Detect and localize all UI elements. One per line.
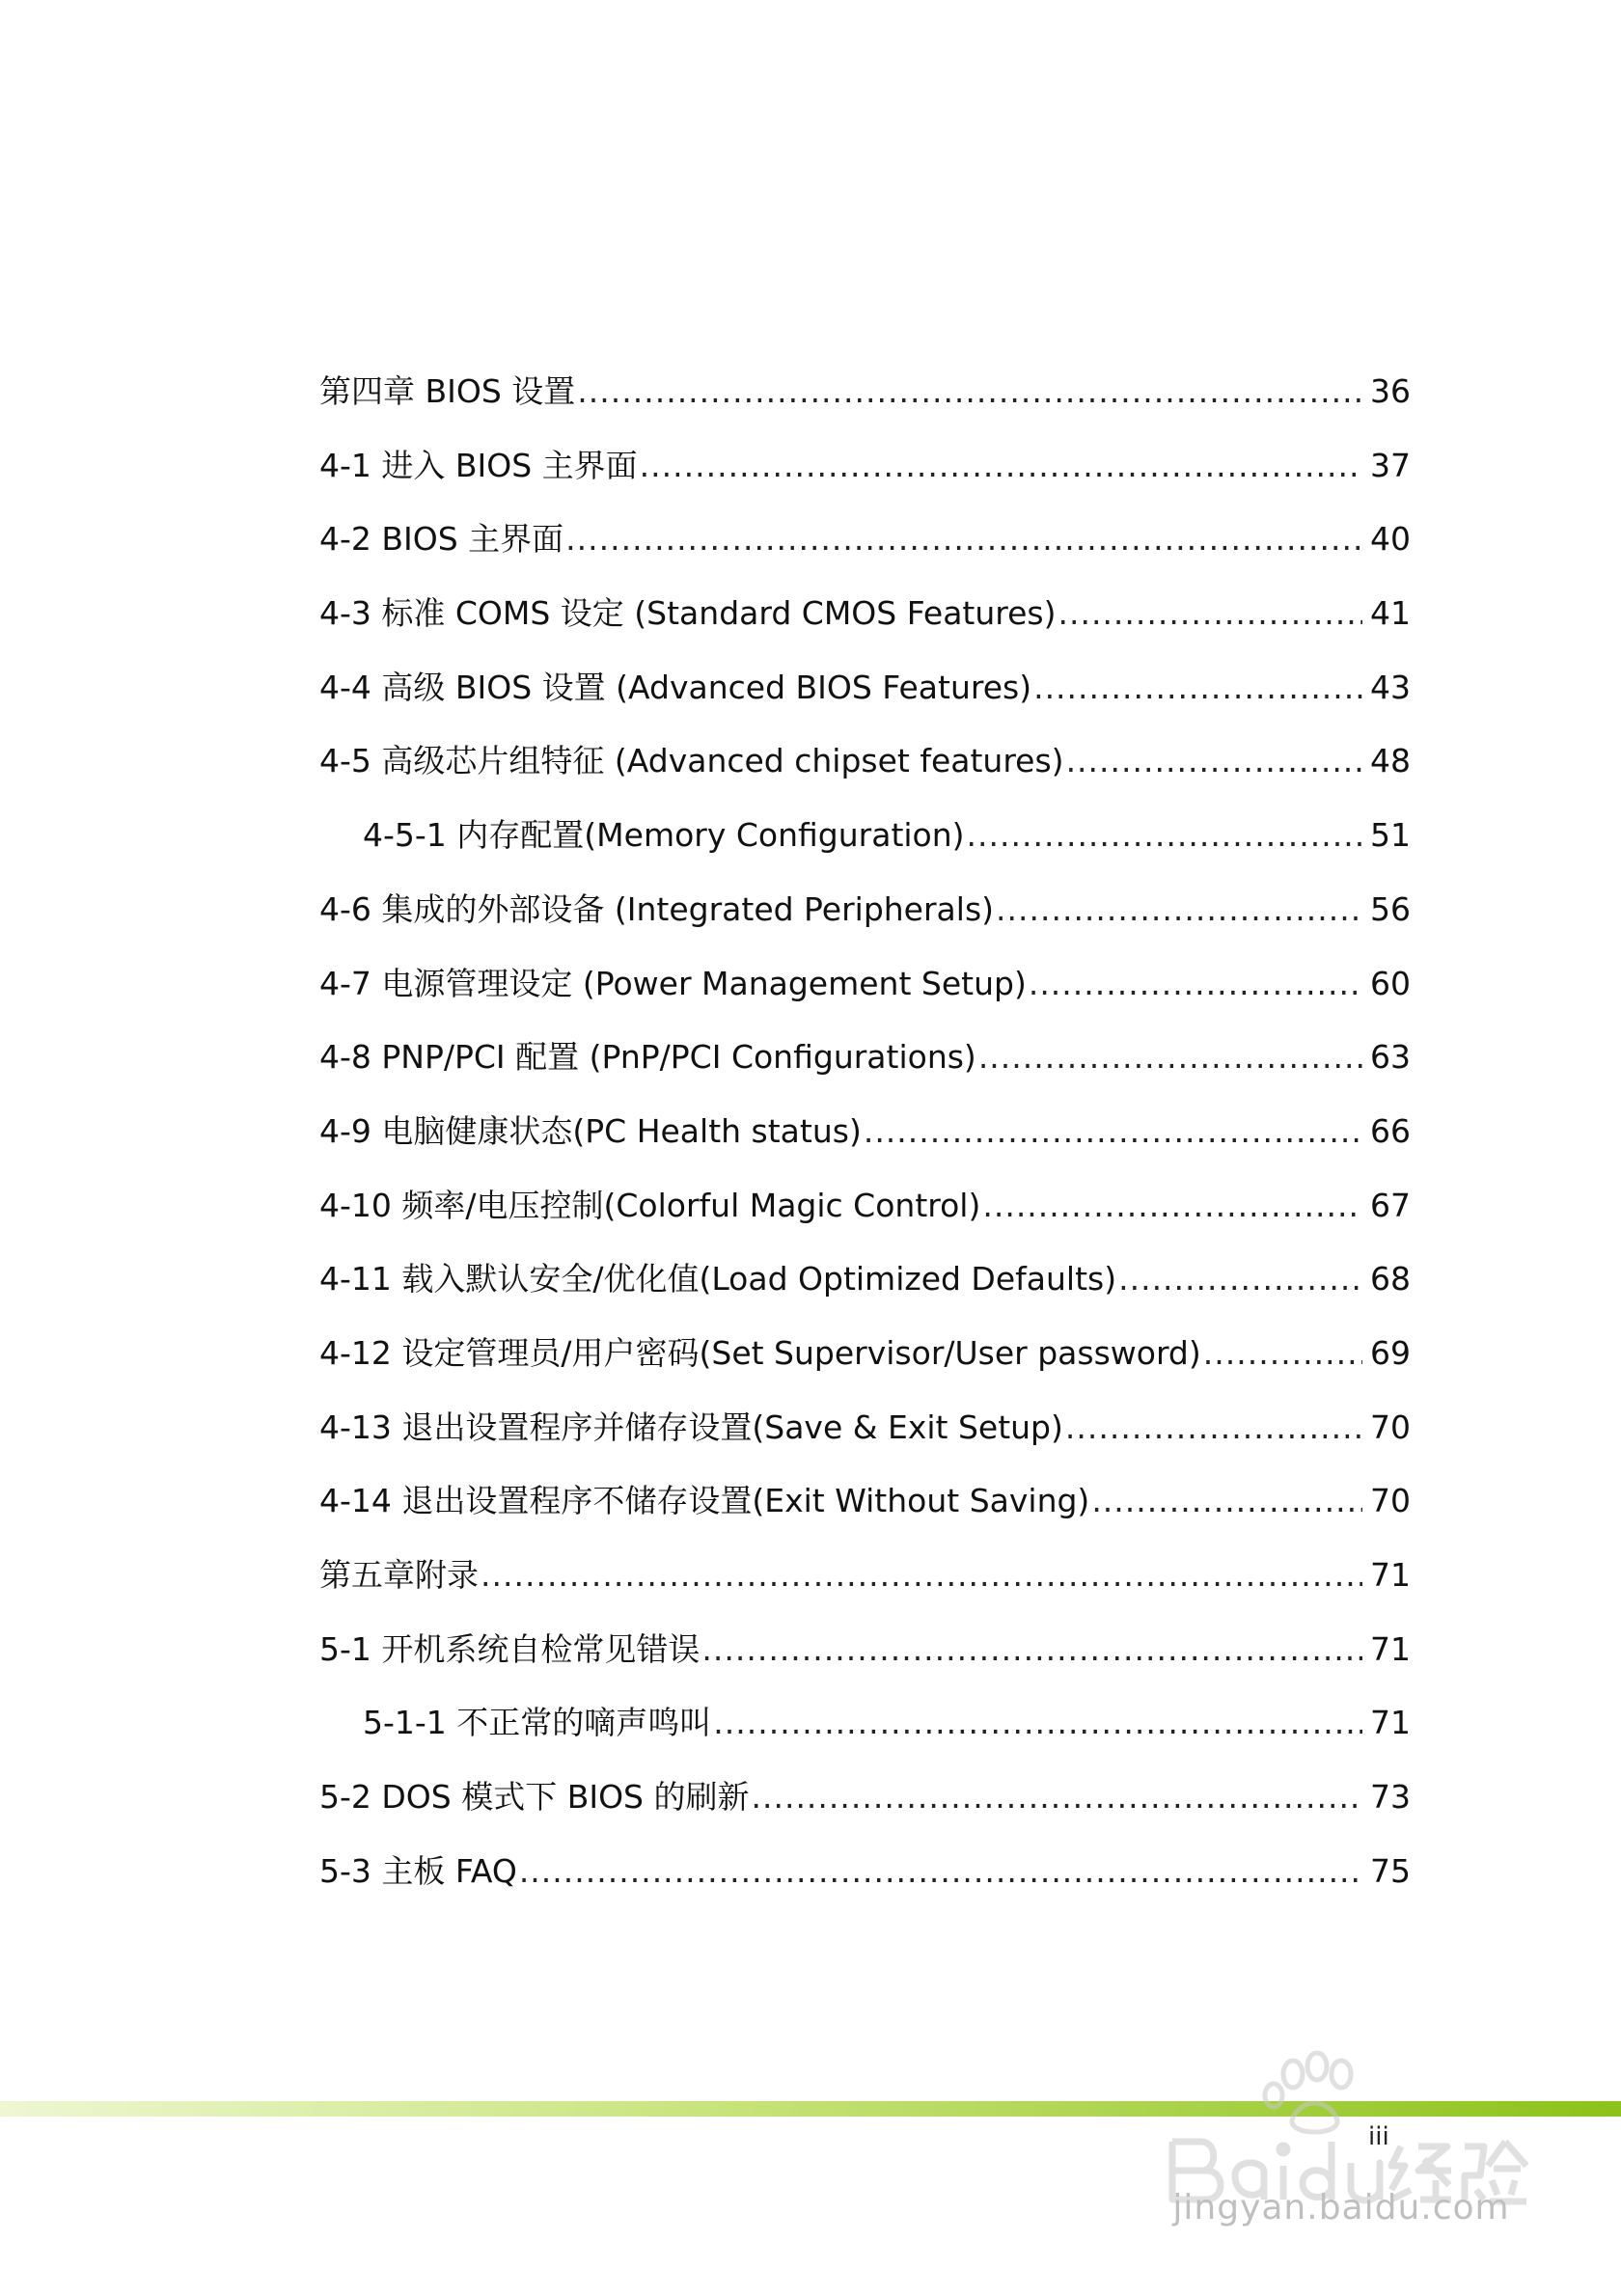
toc-entry-page: 66 <box>1370 1111 1411 1150</box>
watermark-url: jingyan.baidu.com <box>1172 2188 1510 2228</box>
page-number: iii <box>1368 2122 1389 2151</box>
toc-entry-page: 70 <box>1370 1408 1411 1446</box>
toc-entry-title: 5-3 主板 FAQ <box>319 1851 517 1890</box>
toc-dot-leader <box>577 361 1362 423</box>
toc-entry[interactable] <box>319 805 1411 879</box>
toc-dot-leader <box>751 1766 1362 1828</box>
toc-entry[interactable] <box>319 583 1411 657</box>
toc-entry-page: 70 <box>1370 1482 1411 1520</box>
toc-entry-page: 73 <box>1370 1778 1411 1817</box>
toc-entry[interactable] <box>319 1544 1411 1619</box>
toc-entry-page: 56 <box>1370 889 1411 928</box>
toc-entry-title: 4-9 电脑健康状态(PC Health status) <box>319 1111 862 1150</box>
toc-entry-page: 68 <box>1370 1260 1411 1298</box>
toc-dot-leader <box>1091 1470 1362 1532</box>
toc-entry-page: 36 <box>1370 372 1411 410</box>
toc-entry-page: 51 <box>1370 816 1411 855</box>
toc-entry-title: 4-3 标准 COMS 设定 (Standard CMOS Features) <box>319 594 1057 633</box>
toc-entry-title: 4-13 退出设置程序并储存设置(Save & Exit Setup) <box>319 1408 1063 1446</box>
toc-entry-page: 67 <box>1370 1186 1411 1224</box>
toc-dot-leader <box>967 805 1362 866</box>
toc-dot-leader <box>1033 657 1362 719</box>
toc-entry[interactable] <box>319 1101 1411 1175</box>
toc-entry[interactable] <box>319 361 1411 435</box>
toc-entry-title: 4-10 频率/电压控制(Colorful Magic Control) <box>319 1186 981 1224</box>
toc-entry-title: 4-14 退出设置程序不储存设置(Exit Without Saving) <box>319 1482 1090 1520</box>
toc-entry-page: 37 <box>1370 446 1411 484</box>
toc-entry-title: 4-5 高级芯片组特征 (Advanced chipset features) <box>319 742 1064 780</box>
toc-entry-title: 第五章附录 <box>319 1556 479 1594</box>
toc-entry-title: 第四章 BIOS 设置 <box>319 372 576 410</box>
toc-dot-leader <box>481 1544 1362 1606</box>
toc-dot-leader <box>1029 953 1362 1015</box>
toc-entry-page: 43 <box>1370 668 1411 706</box>
toc-entry-page: 60 <box>1370 964 1411 1002</box>
toc-dot-leader <box>1066 730 1362 792</box>
toc-entry-page: 69 <box>1370 1333 1411 1372</box>
toc-entry-page: 71 <box>1370 1704 1411 1742</box>
toc-entry[interactable] <box>319 1692 1411 1766</box>
toc-dot-leader <box>982 1175 1362 1237</box>
toc-entry-page: 71 <box>1370 1629 1411 1668</box>
toc-entry-title: 4-2 BIOS 主界面 <box>319 520 564 559</box>
paw-icon <box>1265 2053 1351 2132</box>
toc-entry-title: 5-1 开机系统自检常见错误 <box>319 1629 701 1668</box>
toc-entry[interactable] <box>319 879 1411 953</box>
toc-entry[interactable] <box>319 508 1411 583</box>
toc-entry[interactable] <box>319 435 1411 509</box>
toc-dot-leader <box>640 435 1362 497</box>
toc-entry-page: 48 <box>1370 742 1411 780</box>
toc-entry-page: 71 <box>1370 1556 1411 1594</box>
toc-entry[interactable] <box>319 1766 1411 1841</box>
toc-entry-title: 4-8 PNP/PCI 配置 (PnP/PCI Configurations) <box>319 1038 976 1077</box>
toc-entry[interactable] <box>319 1397 1411 1471</box>
table-of-contents <box>319 361 1411 1914</box>
toc-dot-leader <box>1118 1248 1362 1310</box>
toc-entry-page: 63 <box>1370 1038 1411 1077</box>
toc-entry-title: 4-12 设定管理员/用户密码(Set Supervisor/User password) <box>319 1333 1201 1372</box>
toc-entry[interactable] <box>319 1248 1411 1323</box>
toc-dot-leader <box>864 1101 1362 1162</box>
toc-entry-title: 4-6 集成的外部设备 (Integrated Peripherals) <box>319 889 995 928</box>
toc-entry[interactable] <box>319 1323 1411 1397</box>
toc-dot-leader <box>1058 583 1362 644</box>
toc-entry-title: 4-5-1 内存配置(Memory Configuration) <box>363 816 965 855</box>
toc-entry-page: 40 <box>1370 520 1411 559</box>
toc-entry-title: 5-2 DOS 模式下 BIOS 的刷新 <box>319 1778 750 1817</box>
toc-entry-title: 4-11 载入默认安全/优化值(Load Optimized Defaults) <box>319 1260 1117 1298</box>
toc-entry[interactable] <box>319 1175 1411 1249</box>
toc-entry-title: 4-4 高级 BIOS 设置 (Advanced BIOS Features) <box>319 668 1032 706</box>
toc-entry[interactable] <box>319 1470 1411 1544</box>
toc-dot-leader <box>1203 1323 1362 1384</box>
toc-entry-title: 5-1-1 不正常的嘀声鸣叫 <box>363 1704 712 1742</box>
toc-dot-leader <box>713 1692 1362 1754</box>
toc-dot-leader <box>996 879 1362 941</box>
toc-entry[interactable] <box>319 730 1411 805</box>
toc-entry[interactable] <box>319 1841 1411 1915</box>
toc-entry-page: 75 <box>1370 1851 1411 1890</box>
toc-entry-title: 4-7 电源管理设定 (Power Management Setup) <box>319 964 1027 1002</box>
toc-entry[interactable] <box>319 657 1411 731</box>
toc-dot-leader <box>1065 1397 1362 1459</box>
toc-entry-title: 4-1 进入 BIOS 主界面 <box>319 446 638 484</box>
toc-entry-page: 41 <box>1370 594 1411 633</box>
toc-dot-leader <box>701 1619 1362 1681</box>
toc-entry[interactable] <box>319 1026 1411 1101</box>
toc-dot-leader <box>978 1026 1362 1088</box>
toc-entry[interactable] <box>319 1619 1411 1693</box>
toc-dot-leader <box>565 508 1362 570</box>
toc-dot-leader <box>519 1841 1362 1902</box>
toc-entry[interactable] <box>319 953 1411 1027</box>
